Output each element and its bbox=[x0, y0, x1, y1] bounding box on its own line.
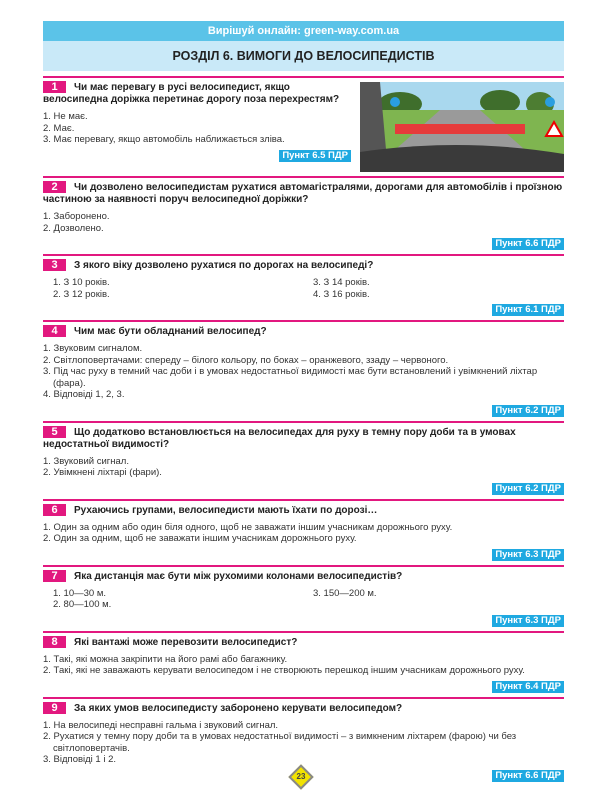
answer[interactable]: 2. Світлоповертачами: спереду – білого кольору, по боках – оранжевого, ззаду – червоного. bbox=[43, 354, 449, 366]
answer[interactable]: 2. Рухатися у темну пору доби та в умовах недостатньої видимості – з вимкненим ліхтарем (фарою) чи без світлоповертачів. bbox=[43, 731, 517, 754]
rule-reference: Пункт 6.2 ПДР bbox=[492, 483, 564, 495]
answers bbox=[43, 111, 351, 146]
question-text: Що додатково встановлюється на велосипедах для руху в темну пору доби та в умовах недостатньої видимості? bbox=[43, 426, 516, 450]
answer[interactable]: 2. Має. bbox=[43, 122, 75, 134]
question-number: 2 bbox=[43, 181, 66, 193]
answer[interactable]: 1. З 10 років. bbox=[53, 277, 110, 288]
question-number: 6 bbox=[43, 504, 66, 516]
answer[interactable]: 2. Дозволено. bbox=[43, 222, 104, 234]
question-2 bbox=[43, 176, 564, 250]
answers bbox=[43, 343, 564, 401]
rule-reference: Пункт 6.3 ПДР bbox=[492, 615, 564, 627]
question-number: 4 bbox=[43, 325, 66, 337]
answer[interactable]: 1. Заборонено. bbox=[43, 211, 110, 222]
question-text: Які вантажі може перевозити велосипедист? bbox=[74, 636, 298, 648]
question-5 bbox=[43, 421, 564, 495]
answers bbox=[43, 720, 564, 766]
question-text: Чим має бути обладнаний велосипед? bbox=[74, 326, 267, 337]
answer[interactable]: 4. Відповіді 1, 2, 3. bbox=[43, 389, 125, 400]
question-text: Рухаючись групами, велосипедисти мають їхати по дорозі… bbox=[74, 504, 378, 516]
answer[interactable]: 1. Звуковим сигналом. bbox=[43, 343, 143, 354]
road-illustration bbox=[360, 82, 564, 172]
answers bbox=[43, 211, 564, 234]
answers bbox=[43, 277, 564, 300]
site-banner: Вирішуй онлайн: green-way.com.ua bbox=[43, 21, 564, 41]
question-1 bbox=[43, 76, 564, 172]
answer[interactable]: 4. З 16 років. bbox=[313, 288, 370, 300]
question-1-text-column bbox=[43, 81, 351, 162]
rule-reference: Пункт 6.2 ПДР bbox=[492, 405, 564, 417]
question-8 bbox=[43, 631, 564, 693]
answer[interactable]: 2. 80—100 м. bbox=[53, 599, 112, 610]
answer[interactable]: 1. Не має. bbox=[43, 111, 88, 122]
answer[interactable]: 2. Один за одним, щоб не заважати іншим учасникам дорожнього руху. bbox=[43, 533, 357, 544]
question-number: 7 bbox=[43, 570, 66, 582]
question-text: Чи має перевагу в русі велосипедист, якщо велосипедна доріжка перетинає дорогу поза перехрестям? bbox=[43, 82, 340, 105]
question-number: 1 bbox=[43, 81, 66, 93]
rule-reference: Пункт 6.6 ПДР bbox=[492, 238, 564, 250]
question-4 bbox=[43, 320, 564, 417]
answer[interactable]: 1. Один за одним або один біля одного, щоб не заважати іншим учасникам дорожнього руху. bbox=[43, 521, 453, 533]
rule-reference: Пункт 6.1 ПДР bbox=[492, 304, 564, 316]
rule-reference: Пункт 6.5 ПДР bbox=[279, 150, 351, 162]
answer[interactable]: 1. Такі, які можна закріпити на його рамі або багажнику. bbox=[43, 653, 288, 665]
question-text: Яка дистанція має бути між рухомими колонами велосипедистів? bbox=[74, 570, 403, 582]
question-3 bbox=[43, 254, 564, 316]
answers bbox=[43, 654, 564, 677]
question-6 bbox=[43, 499, 564, 561]
section-title: РОЗДІЛ 6. ВИМОГИ ДО ВЕЛОСИПЕДИСТІВ bbox=[43, 41, 564, 71]
answer[interactable]: 1. На велосипеді несправні гальма і звуковий сигнал. bbox=[43, 719, 279, 731]
answer[interactable]: 3. Відповіді 1 і 2. bbox=[43, 754, 117, 765]
answers bbox=[43, 588, 564, 611]
rule-reference: Пункт 6.4 ПДР bbox=[492, 681, 564, 693]
question-number: 5 bbox=[43, 426, 66, 438]
question-7 bbox=[43, 565, 564, 627]
question-text: За яких умов велосипедисту заборонено керувати велосипедом? bbox=[74, 702, 403, 714]
answer[interactable]: 3. Під час руху в темний час доби і в умовах недостатньої видимості має бути встановлений і увімкнений ліхтар (фара). bbox=[43, 366, 538, 389]
answer[interactable]: 3. 150—200 м. bbox=[313, 587, 377, 599]
answers bbox=[43, 456, 564, 479]
answer[interactable]: 3. Має перевагу, якщо автомобіль наближається зліва. bbox=[43, 134, 285, 145]
answer[interactable]: 3. З 14 років. bbox=[313, 277, 370, 288]
answer[interactable]: 2. Такі, які не заважають керувати велосипедом і не створюють перешкод іншим учасникам дорожнього руху. bbox=[43, 665, 525, 676]
question-number: 3 bbox=[43, 259, 66, 271]
rule-reference: Пункт 6.3 ПДР bbox=[492, 549, 564, 561]
rule-reference: Пункт 6.6 ПДР bbox=[492, 770, 564, 782]
page-number: 23 bbox=[296, 772, 306, 781]
answers bbox=[43, 522, 564, 545]
question-text: З якого віку дозволено рухатися по дорогах на велосипеді? bbox=[74, 260, 374, 271]
answer[interactable]: 2. З 12 років. bbox=[53, 288, 110, 300]
answer[interactable]: 1. Звуковий сигнал. bbox=[43, 455, 129, 467]
page bbox=[43, 21, 564, 782]
answer[interactable]: 1. 10—30 м. bbox=[53, 587, 107, 599]
question-number: 9 bbox=[43, 702, 66, 714]
question-text: Чи дозволено велосипедистам рухатися автомагістралями, дорогами для автомобілів і проїзною частиною за наявності поруч велосипедної доріжки? bbox=[43, 182, 563, 205]
answer[interactable]: 2. Увімкнені ліхтарі (фари). bbox=[43, 467, 162, 478]
question-number: 8 bbox=[43, 636, 66, 648]
